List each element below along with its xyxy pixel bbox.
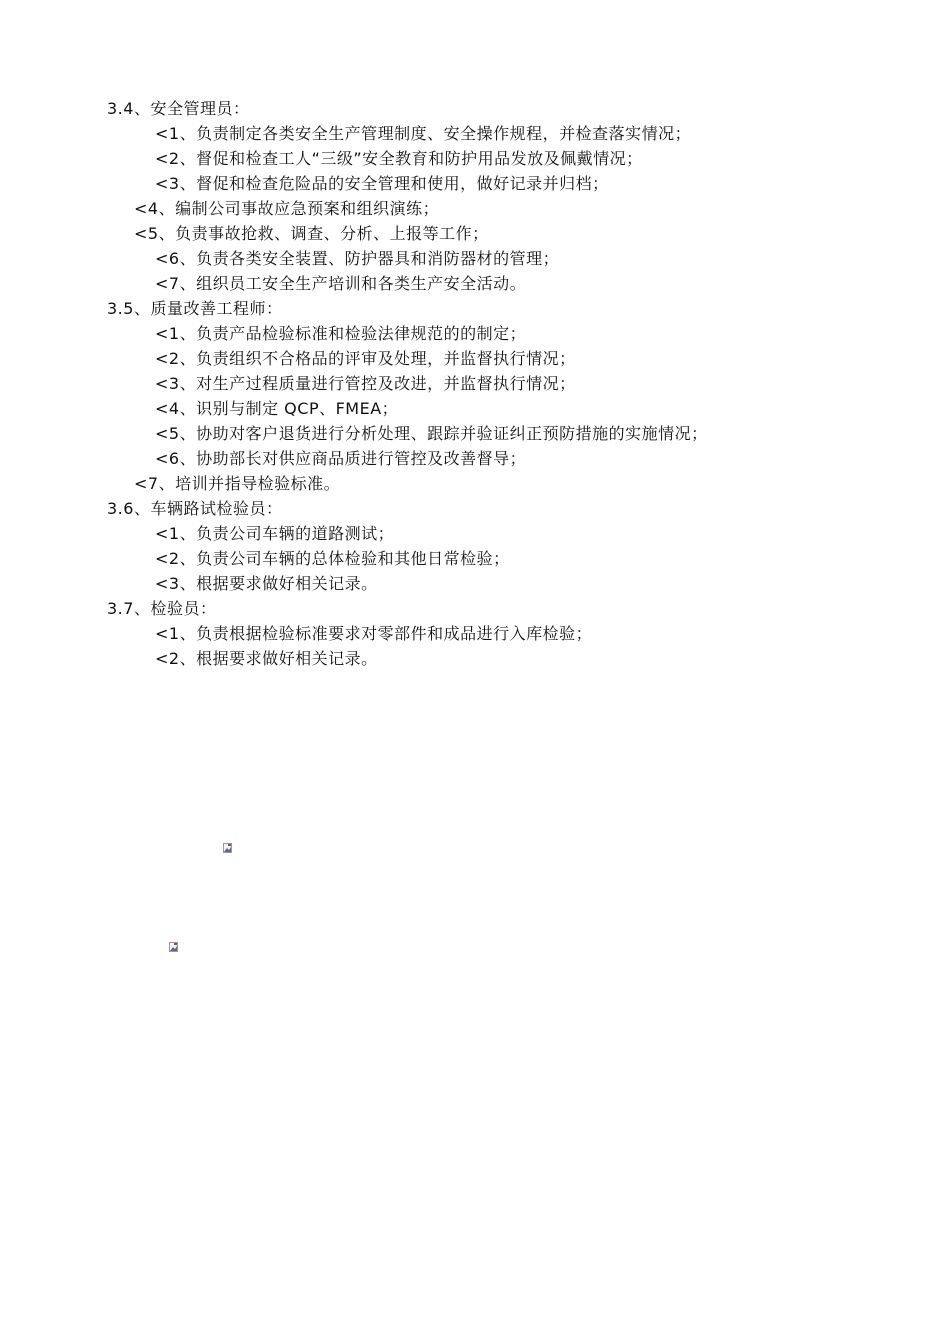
section-heading-3-4: 3.4、安全管理员： bbox=[107, 99, 250, 118]
list-item: <6、负责各类安全装置、防护器具和消防器材的管理； bbox=[155, 249, 560, 268]
list-item: <3、对生产过程质量进行管控及改进，并监督执行情况； bbox=[155, 374, 576, 393]
broken-image-icon bbox=[223, 843, 233, 853]
list-item: <6、协助部长对供应商品质进行管控及改善督导； bbox=[155, 449, 527, 468]
list-item: <1、负责公司车辆的道路测试； bbox=[155, 524, 395, 543]
list-item: <2、负责公司车辆的总体检验和其他日常检验； bbox=[155, 549, 510, 568]
section-heading-3-6: 3.6、车辆路试检验员： bbox=[107, 499, 283, 518]
list-item: <5、负责事故抢救、调查、分析、上报等工作； bbox=[134, 224, 489, 243]
broken-image-icon bbox=[169, 942, 179, 952]
section-heading-3-5: 3.5、质量改善工程师： bbox=[107, 299, 283, 318]
list-item: <7、培训并指导检验标准。 bbox=[134, 474, 341, 493]
list-item: <3、根据要求做好相关记录。 bbox=[155, 574, 378, 593]
list-item: <1、负责制定各类安全生产管理制度、安全操作规程，并检查落实情况； bbox=[155, 124, 692, 143]
list-item: <1、负责产品检验标准和检验法律规范的的制定； bbox=[155, 324, 527, 343]
list-item: <4、识别与制定 QCP、FMEA； bbox=[155, 399, 399, 418]
list-item: <2、督促和检查工人“三级”安全教育和防护用品发放及佩戴情况； bbox=[155, 149, 643, 168]
list-item: <2、根据要求做好相关记录。 bbox=[155, 649, 378, 668]
list-item: <7、组织员工安全生产培训和各类生产安全活动。 bbox=[155, 274, 527, 293]
section-heading-3-7: 3.7、检验员： bbox=[107, 599, 217, 618]
list-item: <5、协助对客户退货进行分析处理、跟踪并验证纠正预防措施的实施情况； bbox=[155, 424, 708, 443]
list-item: <3、督促和检查危险品的安全管理和使用，做好记录并归档； bbox=[155, 174, 609, 193]
list-item: <2、负责组织不合格品的评审及处理，并监督执行情况； bbox=[155, 349, 576, 368]
list-item: <4、编制公司事故应急预案和组织演练； bbox=[134, 199, 440, 218]
list-item: <1、负责根据检验标准要求对零部件和成品进行入库检验； bbox=[155, 624, 593, 643]
